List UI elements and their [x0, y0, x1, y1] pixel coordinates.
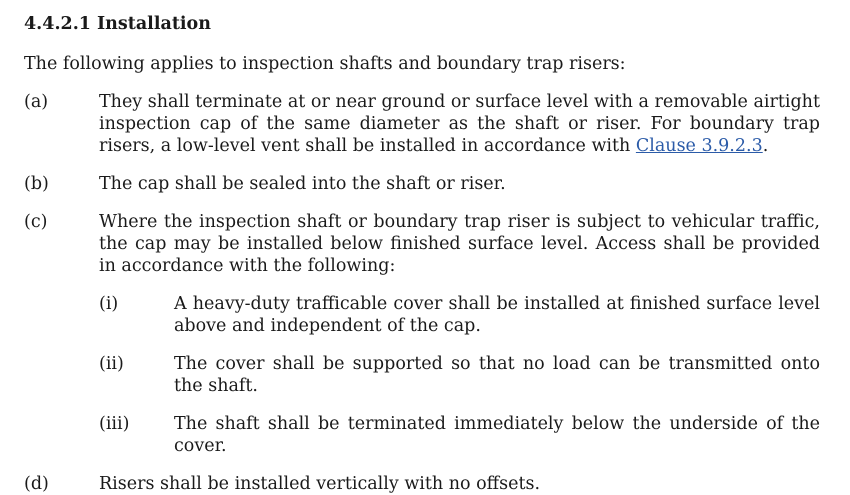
- sub-list-item-i: [99, 293, 820, 337]
- sub-list: [99, 293, 820, 457]
- document-page: [24, 12, 820, 495]
- sub-list-item-iii: [99, 413, 820, 457]
- list-marker: (d): [24, 474, 49, 494]
- list-item-a: [24, 91, 820, 157]
- intro-paragraph: The following applies to inspection shafts and boundary trap risers:: [24, 54, 626, 74]
- sub-list-marker: (iii): [99, 414, 130, 434]
- sub-list-item-ii: [99, 353, 820, 397]
- clause-link[interactable]: Clause 3.9.2.3: [635, 136, 763, 156]
- list-item-d: [24, 473, 820, 495]
- list-marker: (a): [24, 92, 49, 112]
- list-item-text: They shall terminate at or near ground or surface level with a removable airtight inspection cap of the same diameter as the shaft or riser. For boundary trap risers, a low-level vent shall be installed in accordance with Clause 3.9.2.3.: [99, 92, 820, 156]
- sub-list-marker: (i): [99, 294, 119, 314]
- section-heading: [24, 12, 820, 36]
- list-item-text: Where the inspection shaft or boundary trap riser is subject to vehicular traffic, the cap may be installed below finished surface level. Access shall be provided in accordance with the following:: [99, 212, 820, 276]
- sub-list-item-text: The shaft shall be terminated immediately below the underside of the cover.: [174, 414, 820, 456]
- sub-list-marker: (ii): [99, 354, 124, 374]
- sub-list-item-text: The cover shall be supported so that no load can be transmitted onto the shaft.: [174, 354, 820, 396]
- list-item-text: Risers shall be installed vertically with no offsets.: [99, 474, 541, 494]
- list-marker: (c): [24, 212, 48, 232]
- sub-list-item-text: A heavy-duty trafficable cover shall be installed at finished surface level above and independent of the cap.: [174, 294, 820, 336]
- list-marker: (b): [24, 174, 49, 194]
- section-number: 4.4.2.1: [24, 14, 91, 34]
- list-item-b: [24, 173, 820, 195]
- list-item-text: The cap shall be sealed into the shaft or riser.: [99, 174, 506, 194]
- list-item-c: [24, 211, 820, 277]
- section-title: Installation: [97, 14, 211, 34]
